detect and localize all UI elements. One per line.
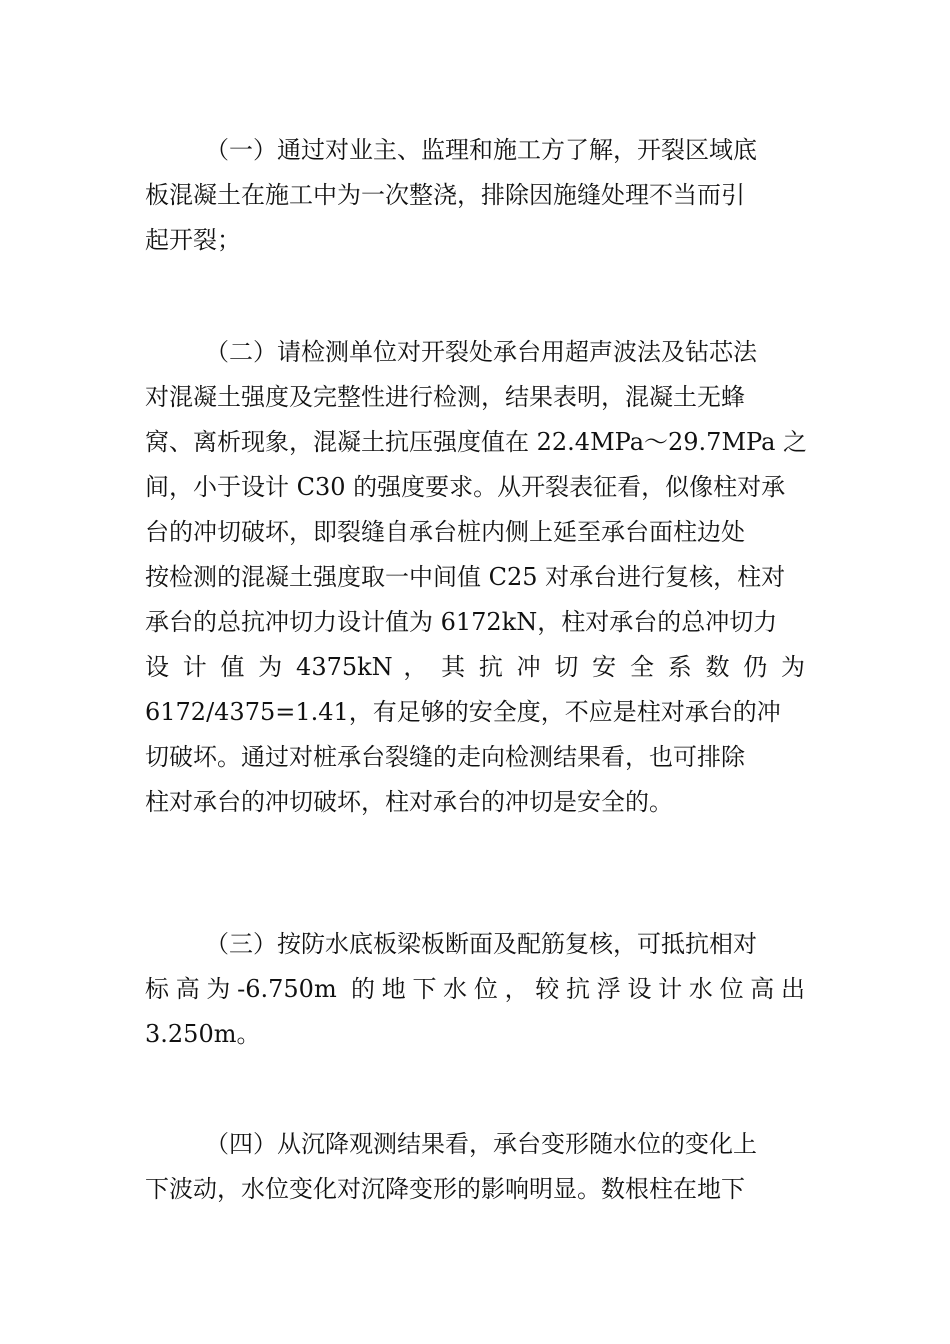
- paragraph-line: （四）从沉降观测结果看，承台变形随水位的变化上: [205, 1130, 757, 1158]
- paragraph-line: 按检测的混凝土强度取一中间值 C25 对承台进行复核，柱对: [145, 563, 786, 591]
- paragraph-line: 起开裂；: [145, 226, 241, 254]
- paragraph-1: [145, 128, 805, 263]
- paragraph-line: （三）按防水底板梁板断面及配筋复核，可抵抗相对: [205, 930, 757, 958]
- paragraph-line: 切破坏。通过对桩承台裂缝的走向检测结果看，也可排除: [145, 743, 745, 771]
- paragraph-line: 标高为-6.750m 的地下水位，较抗浮设计水位高出: [145, 975, 805, 1003]
- paragraph-line: 设 计 值 为 4375kN ， 其 抗 冲 切 安 全 系 数 仍 为: [145, 653, 805, 681]
- paragraph-line: 板混凝土在施工中为一次整浇，排除因施缝处理不当而引: [145, 181, 745, 209]
- paragraph-line: 3.250m。: [145, 1020, 261, 1048]
- paragraph-4: [145, 1122, 805, 1212]
- paragraph-3: [145, 922, 805, 1057]
- paragraph-2: [145, 330, 808, 825]
- paragraph-line: 下波动，水位变化对沉降变形的影响明显。数根柱在地下: [145, 1175, 745, 1203]
- paragraph-line: 承台的总抗冲切力设计值为 6172kN，柱对承台的总冲切力: [145, 608, 778, 636]
- paragraph-line: （一）通过对业主、监理和施工方了解，开裂区域底: [205, 136, 757, 164]
- paragraph-line: 台的冲切破坏，即裂缝自承台桩内侧上延至承台面柱边处: [145, 518, 745, 546]
- paragraph-line: 6172/4375=1.41，有足够的安全度，不应是柱对承台的冲: [145, 698, 781, 726]
- paragraph-line: 窝、离析现象，混凝土抗压强度值在 22.4MPa～29.7MPa 之: [145, 428, 808, 456]
- paragraph-line: 间，小于设计 C30 的强度要求。从开裂表征看，似像柱对承: [145, 473, 786, 501]
- paragraph-line: （二）请检测单位对开裂处承台用超声波法及钻芯法: [205, 338, 757, 366]
- paragraph-line: 对混凝土强度及完整性进行检测，结果表明，混凝土无蜂: [145, 383, 745, 411]
- paragraph-line: 柱对承台的冲切破坏，柱对承台的冲切是安全的。: [145, 788, 673, 816]
